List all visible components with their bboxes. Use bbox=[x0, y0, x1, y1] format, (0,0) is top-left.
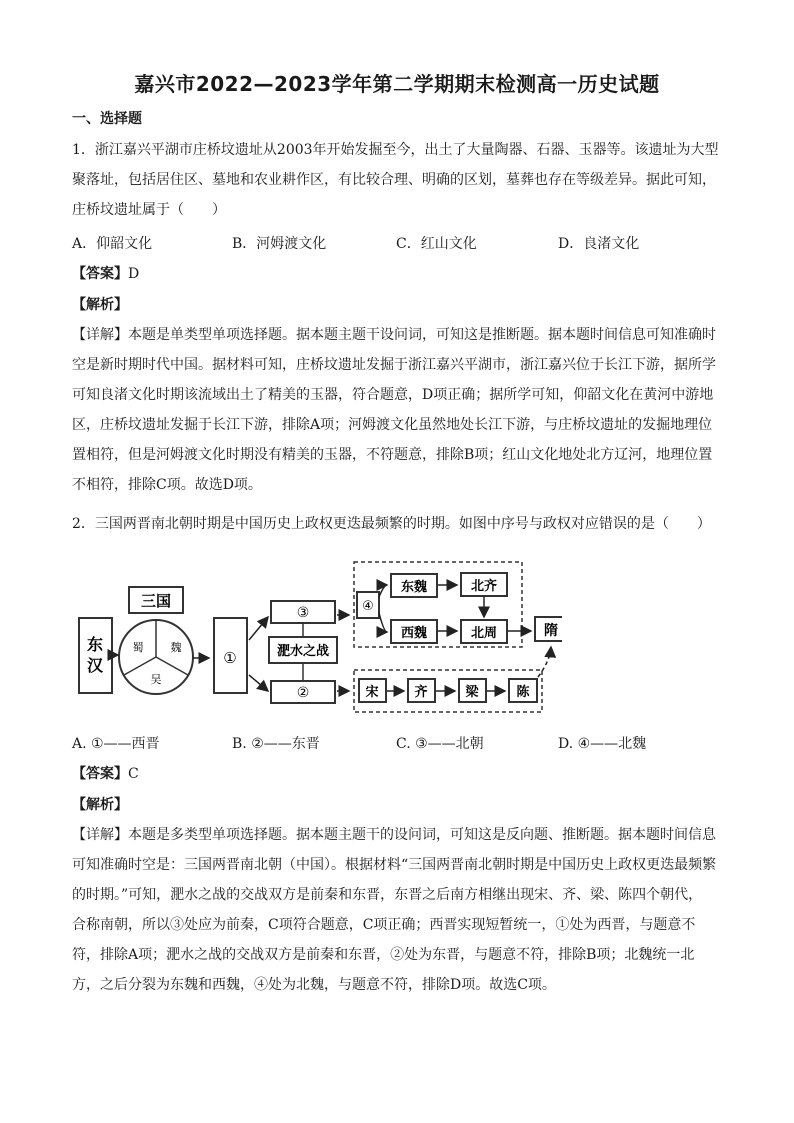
q1-answer bbox=[72, 263, 139, 283]
dynasty-diagram bbox=[72, 555, 562, 720]
q1-answer-value: D bbox=[128, 266, 140, 282]
label-sanguo: 三国 bbox=[140, 592, 172, 610]
q2-detail-line: 【详解】本题是多类型单项选择题。据本题主题干的设问词，可知这是反向题、推断题。据本题时间信息 bbox=[72, 827, 716, 843]
q1-detail-line: 【详解】本题是单类型单项选择题。据本题主题干设问词，可知这是推断题。据本题时间信息可知准确时 bbox=[72, 327, 716, 343]
label-donghan-2: 汉 bbox=[86, 656, 104, 675]
label-beizhou: 北周 bbox=[470, 626, 498, 641]
q2-detail-line: 的时期。”可知，淝水之战的交战双方是前秦和东晋，东晋之后南方相继出现宋、齐、梁、陈四个朝代， bbox=[72, 887, 703, 903]
label-n1: ① bbox=[223, 649, 237, 667]
label-n3: ③ bbox=[296, 605, 310, 621]
q2-detail-line: 可知准确时空是：三国两晋南北朝（中国）。根据材料“三国两晋南北朝时期是中国历史上政权更迭最频繁 bbox=[72, 857, 717, 873]
page-title: 嘉兴市2022—2023学年第二学期期末检测高一历史试题 bbox=[134, 72, 660, 96]
label-n4: ④ bbox=[362, 599, 374, 614]
q2-answer bbox=[72, 763, 139, 783]
arrow-south-sui bbox=[538, 647, 551, 677]
label-xiwei: 西魏 bbox=[400, 626, 428, 641]
q1-option-d: D．良渚文化 bbox=[558, 236, 640, 252]
q2-option-b: B. ②——东晋 bbox=[232, 736, 320, 752]
q2-options bbox=[72, 733, 722, 757]
q2-option-a: A. ①——西晋 bbox=[72, 736, 160, 752]
label-feishui: 淝水之战 bbox=[276, 644, 330, 659]
label-n2: ② bbox=[296, 685, 310, 701]
q1-stem-line: 1．浙江嘉兴平湖市庄桥坟遗址从2003年开始发掘至今，出土了大量陶器、石器、玉器等。该遗址为大型 bbox=[72, 142, 719, 158]
arrow-4-xiwei bbox=[379, 613, 387, 632]
q1-detail bbox=[72, 320, 722, 500]
q1-detail-line: 不相符，排除C项。故选D项。 bbox=[72, 477, 262, 493]
label-qi: 齐 bbox=[414, 685, 428, 700]
q2-answer-label: 【答案】 bbox=[72, 766, 128, 782]
label-sui: 隋 bbox=[544, 623, 558, 639]
q1-detail-line: 置相符，但是河姆渡文化时期没有精美的玉器，不符题意，排除B项；红山文化地处北方辽河，地理位置 bbox=[72, 447, 713, 463]
q2-answer-value: C bbox=[128, 766, 139, 782]
q2-analysis-label: 【解析】 bbox=[72, 797, 128, 813]
q1-detail-line: 可知良渚文化时期该流域出土了精美的玉器，符合题意，D项正确；据所学可知，仰韶文化在黄河中游地 bbox=[72, 387, 714, 403]
label-chen: 陈 bbox=[516, 685, 530, 700]
q1-stem bbox=[72, 135, 722, 225]
q2-option-d: D. ④——北魏 bbox=[558, 736, 647, 752]
arrow-1-2 bbox=[249, 675, 268, 691]
q1-answer-label: 【答案】 bbox=[72, 266, 128, 282]
q2-option-c: C. ③——北朝 bbox=[396, 736, 484, 752]
q1-analysis-label: 【解析】 bbox=[72, 297, 128, 313]
q2-detail-line: 符，排除A项；淝水之战的交战双方是前秦和东晋，②处为东晋，与题意不符，排除B项；北魏统一北 bbox=[72, 947, 695, 963]
q2-detail-line: 方，之后分裂为东魏和西魏，④处为北魏，与题意不符，排除D项。故选C项。 bbox=[72, 977, 556, 993]
q1-stem-line: 庄桥坟遗址属于（ ） bbox=[72, 202, 226, 218]
q1-option-b: B．河姆渡文化 bbox=[232, 236, 327, 252]
section-heading: 一、选择题 bbox=[72, 111, 142, 127]
label-song: 宋 bbox=[365, 685, 379, 700]
label-beiqi: 北齐 bbox=[470, 579, 498, 594]
label-dongwei: 东魏 bbox=[400, 580, 428, 595]
label-shu: 蜀 bbox=[132, 641, 144, 654]
label-liang: 梁 bbox=[465, 685, 479, 700]
q2-detail-line: 合称南朝，所以③处应为前秦，C项符合题意，C项正确；西晋实现短暂统一，①处为西晋，与题意不 bbox=[72, 917, 696, 933]
label-donghan-1: 东 bbox=[86, 635, 104, 654]
arrow-1-3 bbox=[249, 617, 268, 640]
q2-detail bbox=[72, 820, 722, 1000]
q1-detail-line: 空是新时期时代中国。据材料可知，庄桥坟遗址发掘于浙江嘉兴平湖市，浙江嘉兴位于长江下游，据所学 bbox=[72, 357, 716, 373]
arrow-4-dongwei bbox=[379, 585, 387, 597]
label-wu: 吴 bbox=[150, 673, 162, 686]
q1-option-c: C．红山文化 bbox=[396, 236, 477, 252]
q1-options bbox=[72, 233, 722, 257]
q1-option-a: A．仰韶文化 bbox=[72, 236, 153, 252]
q1-detail-line: 区，庄桥坟遗址发掘于长江下游，排除A项；河姆渡文化虽然地处长江下游，与庄桥坟遗址的发掘地理位 bbox=[72, 417, 713, 433]
label-wei: 魏 bbox=[170, 641, 182, 654]
q2-stem: 2．三国两晋南北朝时期是中国历史上政权更迭最频繁的时期。如图中序号与政权对应错误的是（ ） bbox=[72, 516, 711, 532]
q1-stem-line: 聚落址，包括居住区、墓地和农业耕作区，有比较合理、明确的区划，墓葬也存在等级差异。据此可知， bbox=[72, 172, 716, 188]
